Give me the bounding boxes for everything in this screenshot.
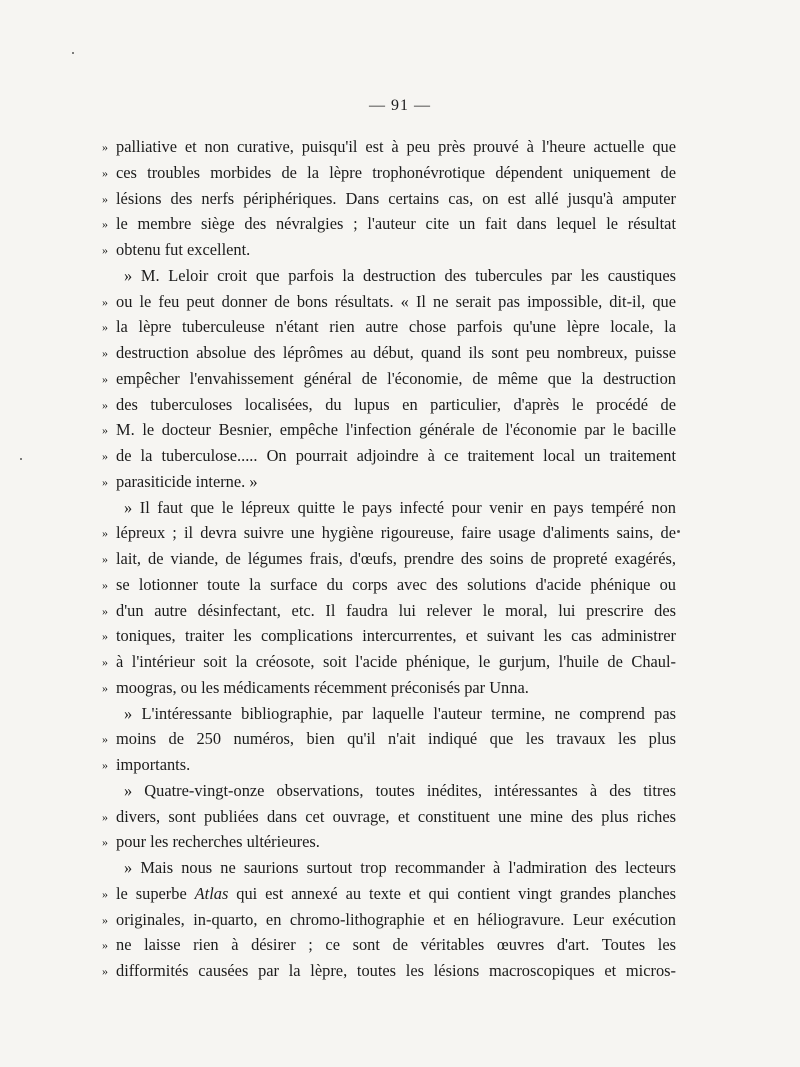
text-line	[0, 958, 800, 984]
text-line	[0, 289, 800, 315]
quote-marker: »	[102, 423, 108, 438]
quote-marker: »	[102, 165, 108, 180]
text-line	[0, 314, 800, 340]
text-line	[0, 443, 800, 469]
quote-marker: »	[102, 346, 108, 360]
line-text: ou le feu peut donner de bons résultats. « Il ne serait pas impossible, dit-il, que	[116, 291, 676, 311]
quote-marker: »	[102, 964, 108, 978]
text-line	[0, 211, 800, 237]
line-text: originales, in-quarto, en chromo-lithographie et en héliogravure. Leur exécution	[116, 909, 676, 929]
text-line	[0, 546, 800, 572]
quote-marker: »	[102, 577, 108, 592]
text-line	[0, 160, 800, 186]
line-text: se lotionner toute la surface du corps avec des solutions d'acide phénique ou	[116, 574, 676, 594]
line-text: difformités causées par la lèpre, toutes les lésions macroscopiques et micros-	[116, 961, 676, 980]
quote-marker: »	[102, 243, 108, 257]
text-line	[0, 804, 800, 830]
line-text: parasiticide interne. »	[116, 471, 258, 491]
text-line	[0, 881, 800, 907]
text-line	[0, 932, 800, 958]
quote-marker: »	[102, 732, 108, 747]
quote-marker: »	[102, 449, 108, 463]
quote-marker: »	[102, 397, 108, 412]
quote-marker: »	[102, 474, 108, 489]
quote-marker: »	[102, 938, 108, 953]
quote-marker: »	[102, 526, 108, 541]
line-text: la lèpre tuberculeuse n'étant rien autre chose parfois qu'une lèpre locale, la	[116, 317, 676, 337]
text-line	[0, 263, 800, 289]
quote-marker: »	[102, 371, 108, 386]
line-text: moogras, ou les médicaments récemment préconisés par Unna.	[116, 677, 529, 697]
text-line	[0, 392, 800, 418]
line-text: le membre siège des névralgies ; l'auteur cite un fait dans lequel le résultat	[116, 214, 676, 234]
line-text: des tuberculoses localisées, du lupus en particulier, d'après le procédé de	[116, 394, 676, 414]
text-line	[0, 855, 800, 881]
line-text: de la tuberculose..... On pourrait adjoindre à ce traitement local un traitement	[116, 446, 676, 465]
text-line	[0, 366, 800, 392]
text-line	[0, 134, 800, 160]
text-line	[0, 520, 800, 546]
paper-speck	[20, 458, 22, 460]
text-line	[0, 340, 800, 366]
line-text: lépreux ; il devra suivre une hygiène rigoureuse, faire usage d'aliments sains, de	[116, 523, 676, 543]
line-text: » Quatre-vingt-onze observations, toutes inédites, intéressantes à des titres	[124, 780, 676, 800]
quote-marker: »	[102, 680, 108, 695]
quote-marker: »	[102, 655, 108, 669]
text-line	[0, 572, 800, 598]
text-line	[0, 186, 800, 212]
line-text: moins de 250 numéros, bien qu'il n'ait indiqué que les travaux les plus	[116, 729, 676, 749]
line-text: empêcher l'envahissement général de l'économie, de même que la destruction	[116, 368, 676, 388]
quote-marker: »	[102, 140, 108, 154]
text-line	[0, 907, 800, 933]
text-line	[0, 829, 800, 855]
text-line	[0, 623, 800, 649]
text-line	[0, 726, 800, 752]
quote-marker: »	[102, 809, 108, 824]
line-text: lait, de viande, de légumes frais, d'œufs, prendre des soins de propreté exagérés,	[116, 549, 676, 568]
quote-marker: »	[102, 835, 108, 850]
text-line	[0, 778, 800, 804]
quote-marker: »	[102, 758, 108, 772]
line-text: ne laisse rien à désirer ; ce sont de véritables œuvres d'art. Toutes les	[116, 935, 676, 955]
line-text: destruction absolue des léprômes au début, quand ils sont peu nombreux, puisse	[116, 343, 676, 362]
line-text: » M. Leloir croit que parfois la destruction des tubercules par les caustiques	[124, 265, 676, 285]
text-line	[0, 237, 800, 263]
text-line	[0, 701, 800, 727]
line-text: obtenu fut excellent.	[116, 240, 251, 259]
line-text: » Il faut que le lépreux quitte le pays infecté pour venir en pays tempéré non	[124, 497, 676, 517]
line-text: le superbe Atlas qui est annexé au texte et qui contient vingt grandes planches	[116, 883, 676, 903]
text-line	[0, 495, 800, 521]
text-line	[0, 649, 800, 675]
line-text: importants.	[116, 755, 191, 774]
line-text: M. le docteur Besnier, empêche l'infection générale de l'économie par le bacille	[116, 420, 676, 440]
text-line	[0, 469, 800, 495]
line-text: ces troubles morbides de la lèpre trophonévrotique dépendent uniquement de	[116, 162, 676, 182]
quote-marker: »	[102, 912, 108, 927]
line-text: » Mais nous ne saurions surtout trop recommander à l'admiration des lecteurs	[124, 858, 676, 877]
line-text: divers, sont publiées dans cet ouvrage, et constituent une mine des plus riches	[116, 806, 676, 826]
text-line	[0, 417, 800, 443]
quote-marker: »	[102, 294, 108, 309]
quote-marker: »	[102, 320, 108, 335]
page-number: — 91 —	[369, 97, 431, 114]
italic-title: Atlas	[194, 883, 229, 903]
paper-speck	[72, 52, 74, 54]
quote-marker: »	[102, 629, 108, 644]
quote-marker: »	[102, 552, 108, 566]
line-text: palliative et non curative, puisqu'il est à peu près prouvé à l'heure actuelle que	[116, 137, 676, 156]
text-line	[0, 675, 800, 701]
quote-marker: »	[102, 603, 108, 618]
line-text: pour les recherches ultérieures.	[116, 832, 320, 852]
quote-marker: »	[102, 886, 108, 901]
quote-marker: »	[102, 191, 108, 206]
line-text: à l'intérieur soit la créosote, soit l'acide phénique, le gurjum, l'huile de Chaul-	[116, 652, 676, 671]
line-text: toniques, traiter les complications intercurrentes, et suivant les cas administrer	[116, 626, 676, 646]
line-text: » L'intéressante bibliographie, par laquelle l'auteur termine, ne comprend pas	[124, 703, 676, 723]
line-text: lésions des nerfs périphériques. Dans certains cas, on est allé jusqu'à amputer	[116, 188, 676, 208]
paper-speck	[677, 530, 680, 533]
text-line	[0, 752, 800, 778]
line-text: d'un autre désinfectant, etc. Il faudra lui relever le moral, lui prescrire des	[116, 600, 676, 620]
text-line	[0, 598, 800, 624]
quote-marker: »	[102, 217, 108, 232]
